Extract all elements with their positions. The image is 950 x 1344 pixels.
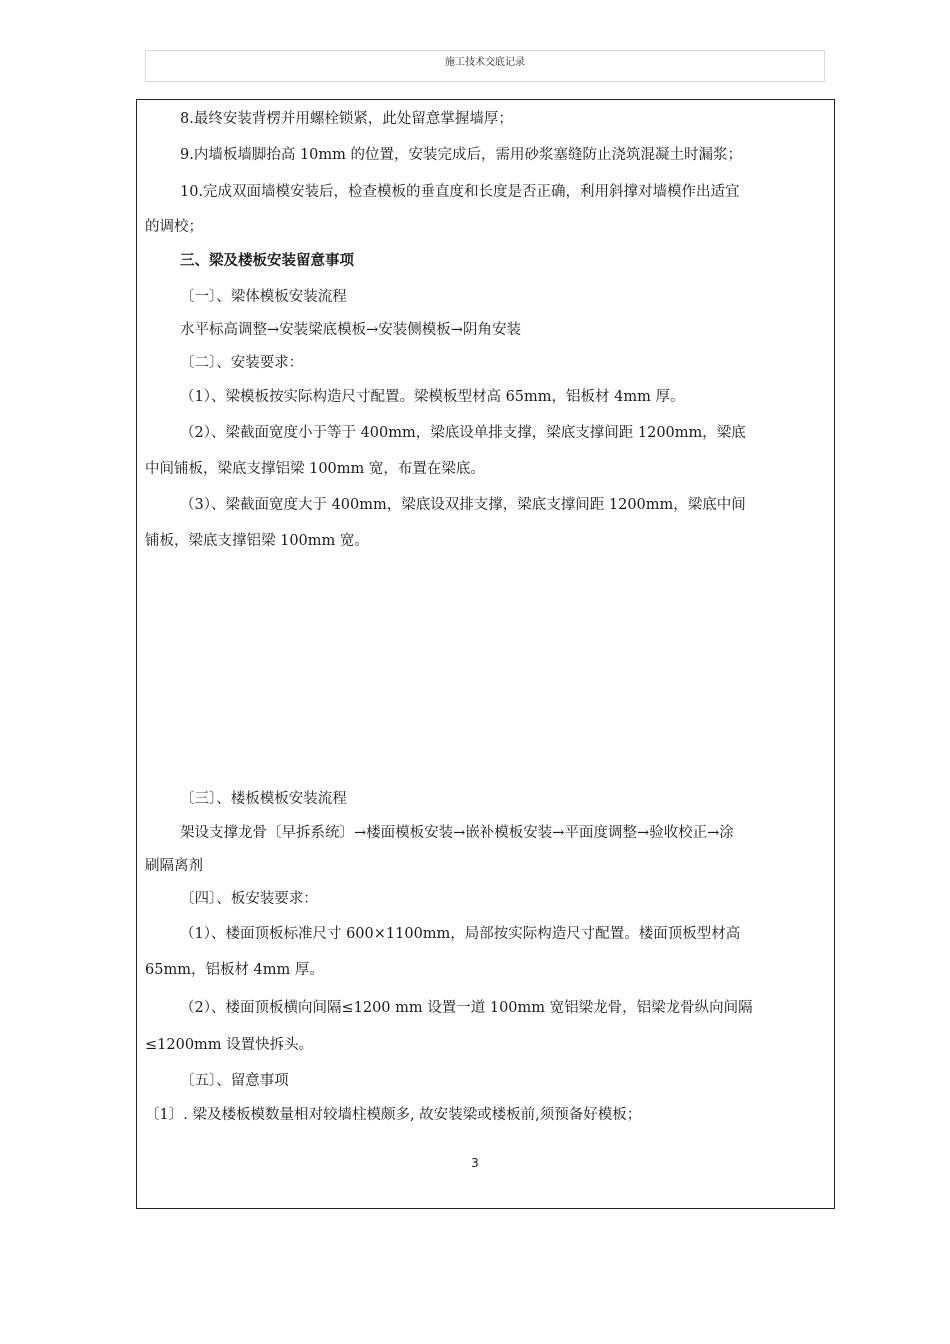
header-title: 施工技术交底记录	[445, 57, 525, 68]
slab-flow-text: 架设支撑龙骨〔早拆系统〕→楼面模板安装→嵌补模板安装→平面度调整→验收校正→涂	[180, 825, 734, 841]
notes-item-1: 〔1〕. 梁及楼板模数量相对较墙柱模颇多, 故安装梁或楼板前,须预备好模板；	[145, 1107, 642, 1123]
slab-req-1: （1）、楼面顶板标准尺寸 600×1100mm，局部按实际构造尺寸配置。楼面顶板型材高	[180, 926, 741, 942]
text-line-10-cont: 的调校；	[145, 219, 203, 235]
beam-req-1: （1）、梁模板按实际构造尺寸配置。梁模板型材高 65mm，铝板材 4mm 厚。	[180, 389, 685, 405]
beam-req-3-cont: 铺板，梁底支撑铝梁 100mm 宽。	[145, 533, 369, 549]
beam-req-3: （3）、梁截面宽度大于 400mm，梁底设双排支撑，梁底支撑间距 1200mm，梁底中间	[180, 497, 746, 513]
subsection-heading-5: 〔五〕、留意事项	[180, 1073, 289, 1089]
text-line-9: 9.内墙板墙脚抬高 10mm 的位置，安装完成后，需用砂浆塞缝防止浇筑混凝土时漏浆；	[180, 147, 742, 163]
beam-req-2: （2）、梁截面宽度小于等于 400mm，梁底设单排支撑，梁底支撑间距 1200mm，梁底	[180, 425, 746, 441]
slab-req-1-cont: 65mm，铝板材 4mm 厚。	[145, 962, 324, 978]
beam-req-2-cont: 中间铺板，梁底支撑铝梁 100mm 宽，布置在梁底。	[145, 461, 485, 477]
text-line-10: 10.完成双面墙模安装后，检查模板的垂直度和长度是否正确，利用斜撑对墙模作出适宜	[180, 184, 740, 200]
subsection-heading-2: 〔二〕、安装要求：	[180, 355, 304, 371]
page-number: 3	[471, 1156, 479, 1170]
slab-req-2: （2）、楼面顶板横向间隔≤1200 mm 设置一道 100mm 宽铝梁龙骨，铝梁龙骨纵向间隔	[180, 1000, 753, 1016]
slab-flow-text-cont: 刷隔离剂	[145, 858, 203, 874]
subsection-heading-1: 〔一〕、梁体模板安装流程	[180, 289, 347, 305]
beam-flow-text: 水平标高调整→安装梁底模板→安装侧模板→阴角安装	[180, 322, 521, 338]
document-header	[145, 50, 825, 82]
slab-req-2-cont: ≤1200mm 设置快拆头。	[145, 1037, 314, 1053]
subsection-heading-3: 〔三〕、楼板模板安装流程	[180, 791, 347, 807]
subsection-heading-4: 〔四〕、板安装要求：	[180, 891, 318, 907]
section-heading-3: 三、梁及楼板安装留意事项	[180, 253, 354, 269]
text-line-8: 8.最终安装背楞并用螺栓锁紧，此处留意掌握墙厚；	[180, 111, 513, 127]
